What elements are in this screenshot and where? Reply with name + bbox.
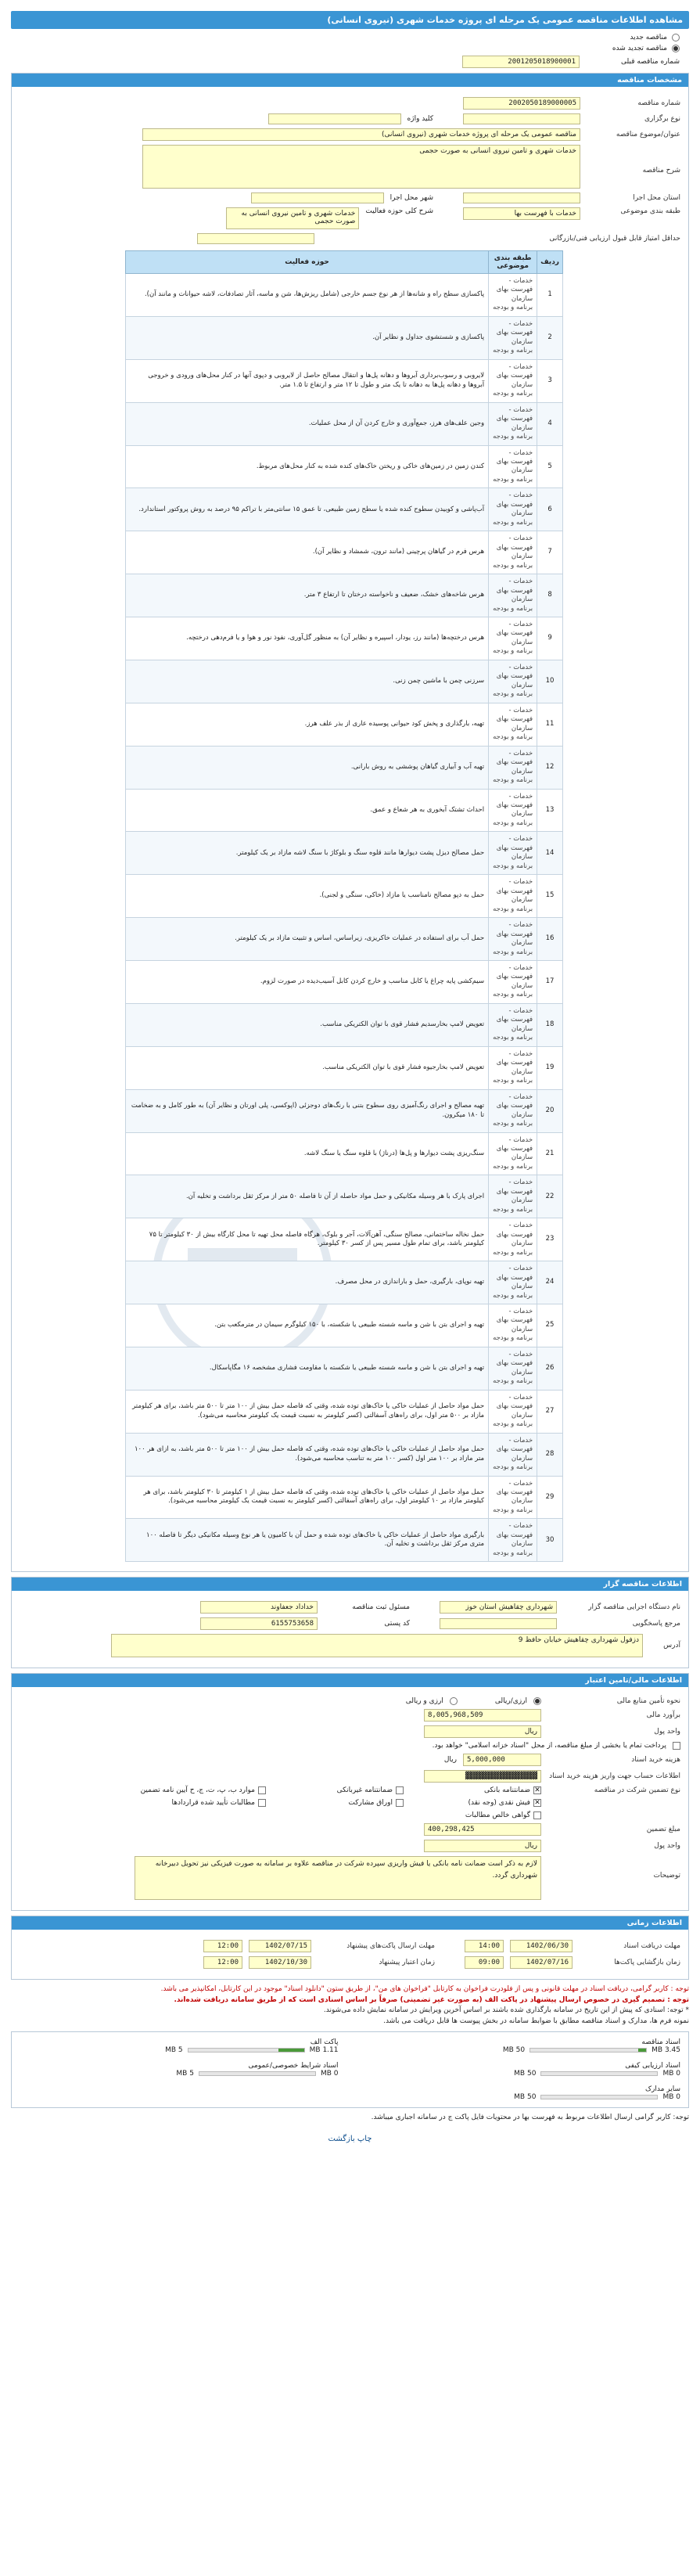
table-row <box>126 703 563 746</box>
row-category: خدمات - فهرست بهای سازمان برنامه و بودجه <box>489 316 537 359</box>
attach-other-label: سایر مدارک <box>644 2085 680 2094</box>
attach-eval-used: 0 MB <box>662 2070 680 2078</box>
section-spec-title: مشخصات مناقصه <box>12 74 688 87</box>
notice-line-3: * توجه: اسنادی که پیش از این تاریخ در سامانه بارگذاری شده باشند بر اساس آخرین ویرایش در سامانه نمایش داده می‌شوند. <box>323 2006 689 2015</box>
radio-renewed[interactable] <box>672 45 680 52</box>
row-scope: سرزنی چمن با ماشین چمن زنی. <box>126 660 489 703</box>
doc-price-unit: ریال <box>443 1756 457 1765</box>
address-label: آدرس <box>663 1642 680 1650</box>
guarantee-checkbox[interactable] <box>396 1786 404 1794</box>
table-row <box>126 531 563 574</box>
table-row <box>126 832 563 875</box>
row-scope: هرس درختچه‌ها (مانند رز، یودار، اسپیره و نظایر آن) به منظور گل‌آوری، نفوذ نور و هوا و یا فرم‌دهی درختچه. <box>126 617 489 660</box>
row-number: 21 <box>537 1132 563 1175</box>
radio-source-1[interactable] <box>533 1697 541 1705</box>
validity-date[interactable]: 1402/10/30 <box>249 1956 311 1969</box>
row-scope: هرس فرم در گیاهان پرچینی (مانند ترون، شمشاد و نظایر آن). <box>126 531 489 574</box>
tender-type-new[interactable]: مناقصه جدید <box>20 34 680 41</box>
row-category: خدمات - فهرست بهای سازمان برنامه و بودجه <box>489 1132 537 1175</box>
section-spec <box>11 73 689 1572</box>
row-scope: بارگیری مواد حاصل از عملیات خاکی یا خاک‌های توده شده و حمل آن با کامیون یا هر نوع وسیله مکانیکی دیگر تا فاصله ۱۰۰ متری مرکز ثقل برداشت و تخلیه آن. <box>126 1519 489 1562</box>
guarantee-checkbox[interactable] <box>258 1799 266 1807</box>
doc-receipt-time[interactable]: 14:00 <box>465 1940 504 1952</box>
row-scope: تهیه، بارگذاری و پخش کود حیوانی پوسیده عاری از بذر علف هرز. <box>126 703 489 746</box>
row-category: خدمات - فهرست بهای سازمان برنامه و بودجه <box>489 1218 537 1261</box>
row-number: 19 <box>537 1046 563 1089</box>
row-number: 10 <box>537 660 563 703</box>
ref-field[interactable] <box>440 1618 557 1629</box>
attach-pkg-bar <box>188 2048 305 2053</box>
attach-pkg-fill <box>278 2049 304 2052</box>
table-header-row <box>126 251 563 274</box>
treasury-checkbox[interactable] <box>673 1742 680 1750</box>
attach-special-bar <box>199 2071 316 2076</box>
row-scope: تهیه نوپای، بارگیری، حمل و باراندازی در محل مصرف. <box>126 1261 489 1304</box>
table-row <box>126 1046 563 1089</box>
row-number: 8 <box>537 574 563 617</box>
row-number: 5 <box>537 445 563 488</box>
row-number: 27 <box>537 1390 563 1433</box>
attach-pkg-label: پاکت الف <box>310 2038 339 2047</box>
doc-receipt-label: مهلت دریافت اسناد <box>623 1942 680 1951</box>
section-time <box>11 1916 689 1980</box>
final-notice: توجه: کاربر گرامی ارسال اطلاعات مربوط به فهرست بها در محتویات فایل پاکت ج در سامانه اجباری میباشد. <box>371 2114 689 2122</box>
row-category: خدمات - فهرست بهای سازمان برنامه و بودجه <box>489 274 537 317</box>
table-row <box>126 1089 563 1132</box>
doc-price-label: هزینه خرید اسناد <box>631 1756 680 1765</box>
attach-special-used: 0 MB <box>320 2070 339 2078</box>
row-scope: سنگ‌ریزی پشت دیوارها و پل‌ها (درناژ) با قلوه سنگ یا سنگ لاشه. <box>126 1132 489 1175</box>
row-category: خدمات - فهرست بهای سازمان برنامه و بودجه <box>489 1175 537 1218</box>
guarantee-label: فیش نقدی (وجه نقد) <box>468 1799 530 1808</box>
row-scope: تهیه و اجرای بتن با شن و ماسه شسته طبیعی یا شکسته با مقاومت فشاری مشخصه ۱۶ مگاپاسکال. <box>126 1347 489 1390</box>
guarantee-label: موارد ب، پ، ت، ج، ح آیین نامه تضمین <box>140 1786 255 1795</box>
opening-date[interactable]: 1402/07/16 <box>510 1956 573 1969</box>
guarantee-option[interactable] <box>271 1786 404 1794</box>
attach-tender-label: اسناد مناقصه <box>641 2038 680 2047</box>
attach-eval-total: 50 MB <box>514 2070 537 2078</box>
row-number: 7 <box>537 531 563 574</box>
row-category: خدمات - فهرست بهای سازمان برنامه و بودجه <box>489 402 537 445</box>
row-scope: سیم‌کشی پایه چراغ یا کابل مناسب و خارج کردن کابل آسیب‌دیده در صورت لزوم. <box>126 961 489 1004</box>
row-category: خدمات - فهرست بهای سازمان برنامه و بودجه <box>489 445 537 488</box>
guarantee-label: مطالبات تأیید شده قراردادها <box>171 1799 255 1808</box>
row-category: خدمات - فهرست بهای سازمان برنامه و بودجه <box>489 660 537 703</box>
row-category: خدمات - فهرست بهای سازمان برنامه و بودجه <box>489 789 537 832</box>
row-scope: حمل آب برای استفاده در عملیات خاکریزی، زیراساس، اساس و تثبیت مازاد بر یک کیلومتر. <box>126 918 489 961</box>
row-scope: اجرای پارک با هر وسیله مکانیکی و حمل مواد حاصله از آن تا فاصله ۵۰ متر از مرکز ثقل برداشت و تخلیه آن. <box>126 1175 489 1218</box>
previous-tender-row <box>20 56 680 68</box>
row-scope: پاکسازی سطح راه و شانه‌ها از هر نوع جسم خارجی (شامل ریزش‌ها، شن و ماسه، آثار تصادفات، لاشه حیوانات و مانند آن). <box>126 274 489 317</box>
attach-other-bar <box>540 2095 658 2099</box>
type-label: نوع برگزاری <box>644 115 680 123</box>
table-row <box>126 1261 563 1304</box>
row-scope: وجین علف‌های هرز، جمع‌آوری و خارج کردن آن از محل عملیات. <box>126 402 489 445</box>
number-field[interactable]: 2002050189000005 <box>463 97 580 110</box>
row-category: خدمات - فهرست بهای سازمان برنامه و بودجه <box>489 359 537 402</box>
row-number: 22 <box>537 1175 563 1218</box>
table-row <box>126 961 563 1004</box>
guarantee-checkbox[interactable] <box>533 1811 541 1819</box>
row-number: 11 <box>537 703 563 746</box>
keyword-label: کلید واژه <box>407 115 433 123</box>
guarantee-label: اوراق مشارکت <box>348 1799 393 1808</box>
row-number: 30 <box>537 1519 563 1562</box>
row-number: 25 <box>537 1304 563 1347</box>
row-category: خدمات - فهرست بهای سازمان برنامه و بودجه <box>489 1089 537 1132</box>
attach-eval <box>362 2062 681 2078</box>
source-label: نحوه تأمین منابع مالی <box>616 1697 680 1706</box>
guarantee-option[interactable] <box>133 1786 266 1794</box>
scope-field[interactable]: خدمات شهری و تامین نیروی انسانی به صورت حجمی <box>226 207 359 229</box>
row-number: 1 <box>537 274 563 317</box>
submit-label: مهلت ارسال پاکت‌های پیشنهاد <box>346 1942 435 1951</box>
table-row <box>126 488 563 531</box>
section-time-title: اطلاعات زمانی <box>12 1916 688 1930</box>
row-number: 28 <box>537 1433 563 1476</box>
table-row <box>126 1433 563 1476</box>
guarantee-unit-label: واحد پول <box>654 1842 680 1851</box>
unit-field[interactable]: ریال <box>424 1725 541 1738</box>
province-field[interactable] <box>463 192 580 203</box>
guarantee-label: ضمانتنامه غیربانکی <box>336 1786 393 1795</box>
unit-label: واحد پول <box>654 1728 680 1736</box>
row-category: خدمات - فهرست بهای سازمان برنامه و بودجه <box>489 746 537 789</box>
table-row <box>126 316 563 359</box>
col-category: طبقه بندی موضوعی <box>489 251 537 274</box>
attach-pkg-used: 1.11 MB <box>309 2046 339 2055</box>
row-scope: آب‌پاشی و کوبیدن سطوح کنده شده یا سطح زمین طبیعی، تا عمق ۱۵ سانتی‌متر با تراکم ۹۵ درصد به روش پروکتور استاندارد. <box>126 488 489 531</box>
row-category: خدمات - فهرست بهای سازمان برنامه و بودجه <box>489 531 537 574</box>
category-label: طبقه بندی موضوعی <box>620 207 680 215</box>
guarantee-option[interactable] <box>408 1786 541 1794</box>
row-number: 29 <box>537 1476 563 1519</box>
attach-other <box>362 2085 681 2101</box>
row-category: خدمات - فهرست بهای سازمان برنامه و بودجه <box>489 574 537 617</box>
table-row <box>126 1003 563 1046</box>
city-label: شهر محل اجرا <box>389 194 433 202</box>
estimate-field[interactable]: 8,005,968,509 <box>424 1709 541 1722</box>
province-label: استان محل اجرا <box>633 194 680 202</box>
guarantee-checkbox[interactable] <box>258 1786 266 1794</box>
row-category: خدمات - فهرست بهای سازمان برنامه و بودجه <box>489 832 537 875</box>
table-row <box>126 402 563 445</box>
submit-time[interactable]: 12:00 <box>203 1940 242 1952</box>
guarantee-label: ضمانتنامه بانکی <box>484 1786 530 1795</box>
doc-receipt-date[interactable]: 1402/06/30 <box>510 1940 573 1952</box>
table-row <box>126 660 563 703</box>
guarantee-amount-label: مبلغ تضمین <box>646 1826 680 1834</box>
section-financial-title: اطلاعات مالی/تامین اعتبار <box>12 1674 688 1687</box>
row-number: 26 <box>537 1347 563 1390</box>
row-number: 3 <box>537 359 563 402</box>
row-number: 15 <box>537 875 563 918</box>
validity-label: زمان اعتبار پیشنهاد <box>379 1959 435 1967</box>
guarantee-label: گواهی خالص مطالبات <box>465 1811 530 1820</box>
row-category: خدمات - فهرست بهای سازمان برنامه و بودجه <box>489 1304 537 1347</box>
radio-source-2[interactable] <box>450 1697 458 1705</box>
table-row <box>126 789 563 832</box>
org-name-field[interactable]: شهرداری چقاهیش استان خوز <box>440 1601 557 1614</box>
type-field[interactable] <box>463 113 580 124</box>
table-row <box>126 918 563 961</box>
number-label: شماره مناقصه <box>637 99 680 107</box>
guarantee-option[interactable] <box>408 1799 541 1807</box>
row-number: 12 <box>537 746 563 789</box>
table-row <box>126 1390 563 1433</box>
row-number: 4 <box>537 402 563 445</box>
min-score-field[interactable] <box>197 233 314 244</box>
description-label: شرح مناقصه <box>642 167 680 174</box>
table-row <box>126 1347 563 1390</box>
row-scope: تهیه و اجرای بتن با شن و ماسه شسته طبیعی یا شکسته، با ۱۵۰ کیلوگرم سیمان در مترمکعب بتن. <box>126 1304 489 1347</box>
attach-tender-total: 50 MB <box>502 2046 526 2055</box>
section-organizer-title: اطلاعات مناقصه گزار <box>12 1578 688 1591</box>
account-field[interactable]: ▓▓▓▓▓▓▓▓▓▓▓▓▓▓▓▓▓ <box>424 1770 541 1783</box>
col-scope: حوزه فعالیت <box>126 251 489 274</box>
row-scope: حمل مواد حاصل از عملیات خاکی یا خاک‌های توده شده، وقتی که فاصله حمل بیش از ۱۰۰ متر تا ۵۰۰ متر باشد، برای هر کیلومتر مازاد بر ۵۰۰ متر اول، برای راه‌های آسفالتی (کسر کیلومتر به نسبت قیمت یک کیلومتر محاسبه می‌شود). <box>126 1390 489 1433</box>
row-category: خدمات - فهرست بهای سازمان برنامه و بودجه <box>489 961 537 1004</box>
official-label: مسئول ثبت مناقصه <box>352 1603 410 1612</box>
table-row <box>126 1218 563 1261</box>
row-number: 18 <box>537 1003 563 1046</box>
guarantee-unit-field[interactable]: ریال <box>424 1840 541 1852</box>
row-number: 13 <box>537 789 563 832</box>
previous-number-field[interactable]: 2001205018900001 <box>462 56 580 68</box>
opening-time[interactable]: 09:00 <box>465 1956 504 1969</box>
row-category: خدمات - فهرست بهای سازمان برنامه و بودجه <box>489 1347 537 1390</box>
attach-special <box>20 2062 339 2078</box>
tender-type-renewed[interactable]: مناقصه تجدید شده <box>20 45 680 52</box>
table-row <box>126 746 563 789</box>
row-scope: تعویض لامپ بخارجیوه فشار قوی با توان الکتریکی مناسب. <box>126 1046 489 1089</box>
attach-pkg <box>20 2038 339 2054</box>
row-category: خدمات - فهرست بهای سازمان برنامه و بودجه <box>489 1519 537 1562</box>
postal-label: کد پستی <box>384 1620 410 1628</box>
notice-line-2: توجه : تصمیم گیری در خصوص ارسال پیشنهاد در پاکت الف (به صورت غیر تضمینی) صرفاً بر اساس اسنادی است که از طریق سامانه دریافت شده‌اند. <box>174 1995 689 2004</box>
table-row <box>126 617 563 660</box>
notice-block <box>11 1984 689 2027</box>
row-category: خدمات - فهرست بهای سازمان برنامه و بودجه <box>489 1046 537 1089</box>
previous-label: شماره مناقصه قبلی <box>621 58 680 66</box>
table-row <box>126 445 563 488</box>
guarantee-checkbox[interactable]: ✕ <box>534 1799 540 1808</box>
subject-field[interactable]: مناقصه عمومی یک مرحله ای پروژه خدمات شهری (نیروی انسانی) <box>142 128 580 141</box>
subject-label: عنوان/موضوع مناقصه <box>616 131 680 139</box>
guarantee-checkbox[interactable] <box>396 1799 404 1807</box>
account-label: اطلاعات حساب جهت واریز هزینه خرید اسناد <box>549 1772 680 1781</box>
treasury-text: پرداخت تمام یا بخشی از مبلغ مناقصه، از محل "اسناد خزانه اسلامی" خواهد بود. <box>432 1742 666 1750</box>
row-scope: تهیه مصالح و اجرای رنگ‌آمیزی روی سطوح بتنی با رنگ‌های دوجزئی (اپوکسی، پلی اورتان و نظایر آن) به طور کامل و به ضخامت تا ۱۸۰ میکرون. <box>126 1089 489 1132</box>
category-field[interactable]: خدمات با فهرست بها <box>463 207 580 220</box>
guarantee-option[interactable] <box>408 1811 541 1819</box>
min-score-label: حداقل امتیاز قابل قبول ارزیابی فنی/بازرگانی <box>549 235 680 243</box>
row-number: 17 <box>537 961 563 1004</box>
attach-other-total: 50 MB <box>514 2093 537 2102</box>
page-title: مشاهده اطلاعات مناقصه عمومی یک مرحله ای پروژه خدمات شهری (نیروی انسانی) <box>11 11 689 29</box>
org-name-label: نام دستگاه اجرایی مناقصه گزار <box>588 1603 680 1612</box>
row-category: خدمات - فهرست بهای سازمان برنامه و بودجه <box>489 1261 537 1304</box>
table-row <box>126 1132 563 1175</box>
row-number: 23 <box>537 1218 563 1261</box>
row-scope: حمل نخاله ساختمانی، مصالح سنگی، آهن‌آلات، آجر و بلوک، هرگاه فاصله محل تهیه تا محل کارگاه بیش از ۳۰ کیلومتر تا ۷۵ کیلومتر باشد، برای تمام طول مسیر پس از کسر ۳۰ کیلومتر. <box>126 1218 489 1261</box>
guarantee-option[interactable] <box>133 1799 266 1807</box>
row-scope: حمل مصالح دیزل پشت دیوارها مانند قلوه سنگ و بلوکاژ با سنگ لاشه مازاد بر یک کیلومتر. <box>126 832 489 875</box>
address-field[interactable]: دزفول شهرداری چقاهیش خیابان حافظ 9 <box>111 1634 643 1657</box>
row-category: خدمات - فهرست بهای سازمان برنامه و بودجه <box>489 617 537 660</box>
official-field[interactable]: خداداد جعفاوند <box>200 1601 318 1614</box>
table-row <box>126 274 563 317</box>
radio-new[interactable] <box>672 34 680 41</box>
notes-field[interactable]: لازم به ذکر است ضمانت نامه بانکی یا فیش واریزی سپرده شرکت در مناقصه علاوه بر سامانه به صورت فیزیکی نیز تحویل دبیرخانه شهرداری گردد. <box>135 1856 541 1900</box>
guarantee-list <box>133 1786 541 1819</box>
description-field[interactable]: خدمات شهری و تامین نیروی انسانی به صورت حجمی <box>142 145 580 189</box>
back-link[interactable]: چاپ بازگشت <box>328 2134 372 2143</box>
table-row <box>126 1476 563 1519</box>
notice-line-1: توجه : کاربر گرامی، دریافت اسناد در مهلت قانونی و پس از فلودرت فراخوان به کارتابل "فراخوان های من"، از طریق ستون "دانلود اسناد" موجود در این کارتابل، امکانپذیر می باشد. <box>160 1985 689 1994</box>
table-row <box>126 1519 563 1562</box>
attach-special-label: اسناد شرایط خصوصی/عمومی <box>248 2062 339 2071</box>
guarantee-type-label: نوع تضمین شرکت در مناقصه <box>594 1786 680 1795</box>
row-scope: احداث تشتک آبخوری به هر شعاع و عمق. <box>126 789 489 832</box>
attach-tender <box>362 2038 681 2054</box>
col-row: ردیف <box>537 251 563 274</box>
row-number: 2 <box>537 316 563 359</box>
activity-table <box>125 250 563 1562</box>
row-number: 20 <box>537 1089 563 1132</box>
validity-time[interactable]: 12:00 <box>203 1956 242 1969</box>
row-category: خدمات - فهرست بهای سازمان برنامه و بودجه <box>489 488 537 531</box>
row-category: خدمات - فهرست بهای سازمان برنامه و بودجه <box>489 703 537 746</box>
section-organizer <box>11 1577 689 1668</box>
section-attachments <box>11 2031 689 2108</box>
table-row <box>126 875 563 918</box>
row-category: خدمات - فهرست بهای سازمان برنامه و بودجه <box>489 1390 537 1433</box>
row-category: خدمات - فهرست بهای سازمان برنامه و بودجه <box>489 875 537 918</box>
row-number: 14 <box>537 832 563 875</box>
row-category: خدمات - فهرست بهای سازمان برنامه و بودجه <box>489 918 537 961</box>
guarantee-amount-field[interactable]: 400,298,425 <box>424 1823 541 1836</box>
row-category: خدمات - فهرست بهای سازمان برنامه و بودجه <box>489 1476 537 1519</box>
row-scope: کندن زمین در زمین‌های خاکی و ریختن خاک‌های کنده شده به کنار محل‌های مربوط. <box>126 445 489 488</box>
row-scope: لایروبی و رسوب‌برداری آبروها و دهانه پل‌ها و انتقال مصالح حاصل از لایروبی و دپوی آنها در کنار محل‌های ورودی و خروجی آبروها و دهانه پل‌ها به دهانه تا یک متر و طول تا ۱۲ متر و ارتفاع تا ۱.۵ متر. <box>126 359 489 402</box>
table-row <box>126 574 563 617</box>
row-scope: پاکسازی و شستشوی جداول و نظایر آن. <box>126 316 489 359</box>
row-category: خدمات - فهرست بهای سازمان برنامه و بودجه <box>489 1433 537 1476</box>
table-row <box>126 1304 563 1347</box>
attach-other-used: 0 MB <box>662 2093 680 2102</box>
table-row <box>126 359 563 402</box>
keyword-field[interactable] <box>268 113 401 124</box>
attach-pkg-total: 5 MB <box>165 2046 183 2055</box>
doc-price-field[interactable]: 5,000,000 <box>463 1754 541 1766</box>
row-scope: حمل مواد حاصل از عملیات خاکی یا خاک‌های توده شده، وقتی که فاصله حمل بیش از ۱۰۰ متر تا ۵۰۰ متر باشد، به ازای هر ۱۰۰ متر مازاد بر ۱۰۰ متر اول (کسر ۱۰۰ متر به تناسب محاسبه می‌شود). <box>126 1433 489 1476</box>
attach-eval-bar <box>540 2071 658 2076</box>
submit-date[interactable]: 1402/07/15 <box>249 1940 311 1952</box>
attach-eval-label: اسناد ارزیابی کیفی <box>625 2062 680 2071</box>
section-financial: اطلاعات مالی/تامین اعتبار نحوه تأمین منابع مالی ارزی/ریالی ارزی و ریالی برآورد مالی 8,005,968,509 واحد پول ریال پرداخت تمام یا بخشی از مبلغ مناقصه، از محل "اسناد خزانه اسلامی" خواهد بود. هزینه خرید اسناد 5,000,000 ریال اطلاعات حساب جهت واریز هزینه خرید اسناد ▓▓▓▓▓▓▓▓▓▓▓▓▓▓▓▓▓ نوع تضمین شرکت در مناقصه ✕ ضمانتنامه بانکی ضمانتنامه غیربانکی موارد ب، پ، ت، ج، ح آیین نامه تضمین ✕ فیش نقدی (وجه نقد) اوراق مشارکت مطالبات تأیید شده قراردادها گواهی خالص مطالبات مبلغ تضمین 400,298,425 واحد پول ریال توضیحات لازم به ذکر است ضمانت نامه بانکی یا فیش واریزی سپرده شرکت در مناقصه علاوه بر سامانه به صورت فیزیکی نیز تحویل دبیرخانه شهرداری گردد. <box>11 1673 689 1911</box>
ref-label: مرجع پاسخگویی <box>632 1620 680 1628</box>
table-row <box>126 1175 563 1218</box>
row-scope: تهیه آب و آبیاری گیاهان پوششی به روش بارانی. <box>126 746 489 789</box>
row-scope: حمل به دپو مصالح نامناسب یا مازاد (خاکی، سنگی و لجنی). <box>126 875 489 918</box>
row-category: خدمات - فهرست بهای سازمان برنامه و بودجه <box>489 1003 537 1046</box>
guarantee-checkbox[interactable]: ✕ <box>534 1786 540 1795</box>
row-number: 6 <box>537 488 563 531</box>
attach-tender-fill <box>638 2049 646 2052</box>
row-number: 9 <box>537 617 563 660</box>
attach-tender-used: 3.45 MB <box>652 2046 680 2055</box>
scope-label: شرح کلی حوزه فعالیت <box>365 207 433 215</box>
activity-rows <box>126 274 563 1562</box>
city-field[interactable] <box>251 192 384 203</box>
row-number: 24 <box>537 1261 563 1304</box>
row-scope: هرس شاخه‌های خشک، ضعیف و ناخواسته درختان تا ارتفاع ۳ متر. <box>126 574 489 617</box>
postal-field[interactable]: 6155753658 <box>200 1617 318 1630</box>
opening-label: زمان بازگشایی پاکت‌ها <box>614 1959 680 1967</box>
attach-tender-bar <box>529 2048 647 2053</box>
row-number: 16 <box>537 918 563 961</box>
estimate-label: برآورد مالی <box>646 1711 680 1720</box>
attach-special-total: 5 MB <box>176 2070 194 2078</box>
row-scope: تعویض لامپ بخارسدیم فشار قوی با توان الکتریکی مناسب. <box>126 1003 489 1046</box>
guarantee-option[interactable] <box>271 1799 404 1807</box>
notice-line-4: نمونه فرم ها، مدارک و اسناد مناقصه مطابق با ضوابط سامانه در بخش پیوست ها قابل دریافت می باشد. <box>383 2017 689 2025</box>
notes-label: توضیحات <box>653 1872 680 1880</box>
row-scope: حمل مواد حاصل از عملیات خاکی یا خاک‌های توده شده، وقتی که فاصله حمل بیش از ۱ کیلومتر تا ۳۰ کیلومتر باشد، برای هر کیلومتر مازاد بر ۱۰ کیلومتر اول، برای راه‌های آسفالتی (کسر کیلومتر به نسبت قیمت یک کیلومتر محاسبه می‌شود). <box>126 1476 489 1519</box>
